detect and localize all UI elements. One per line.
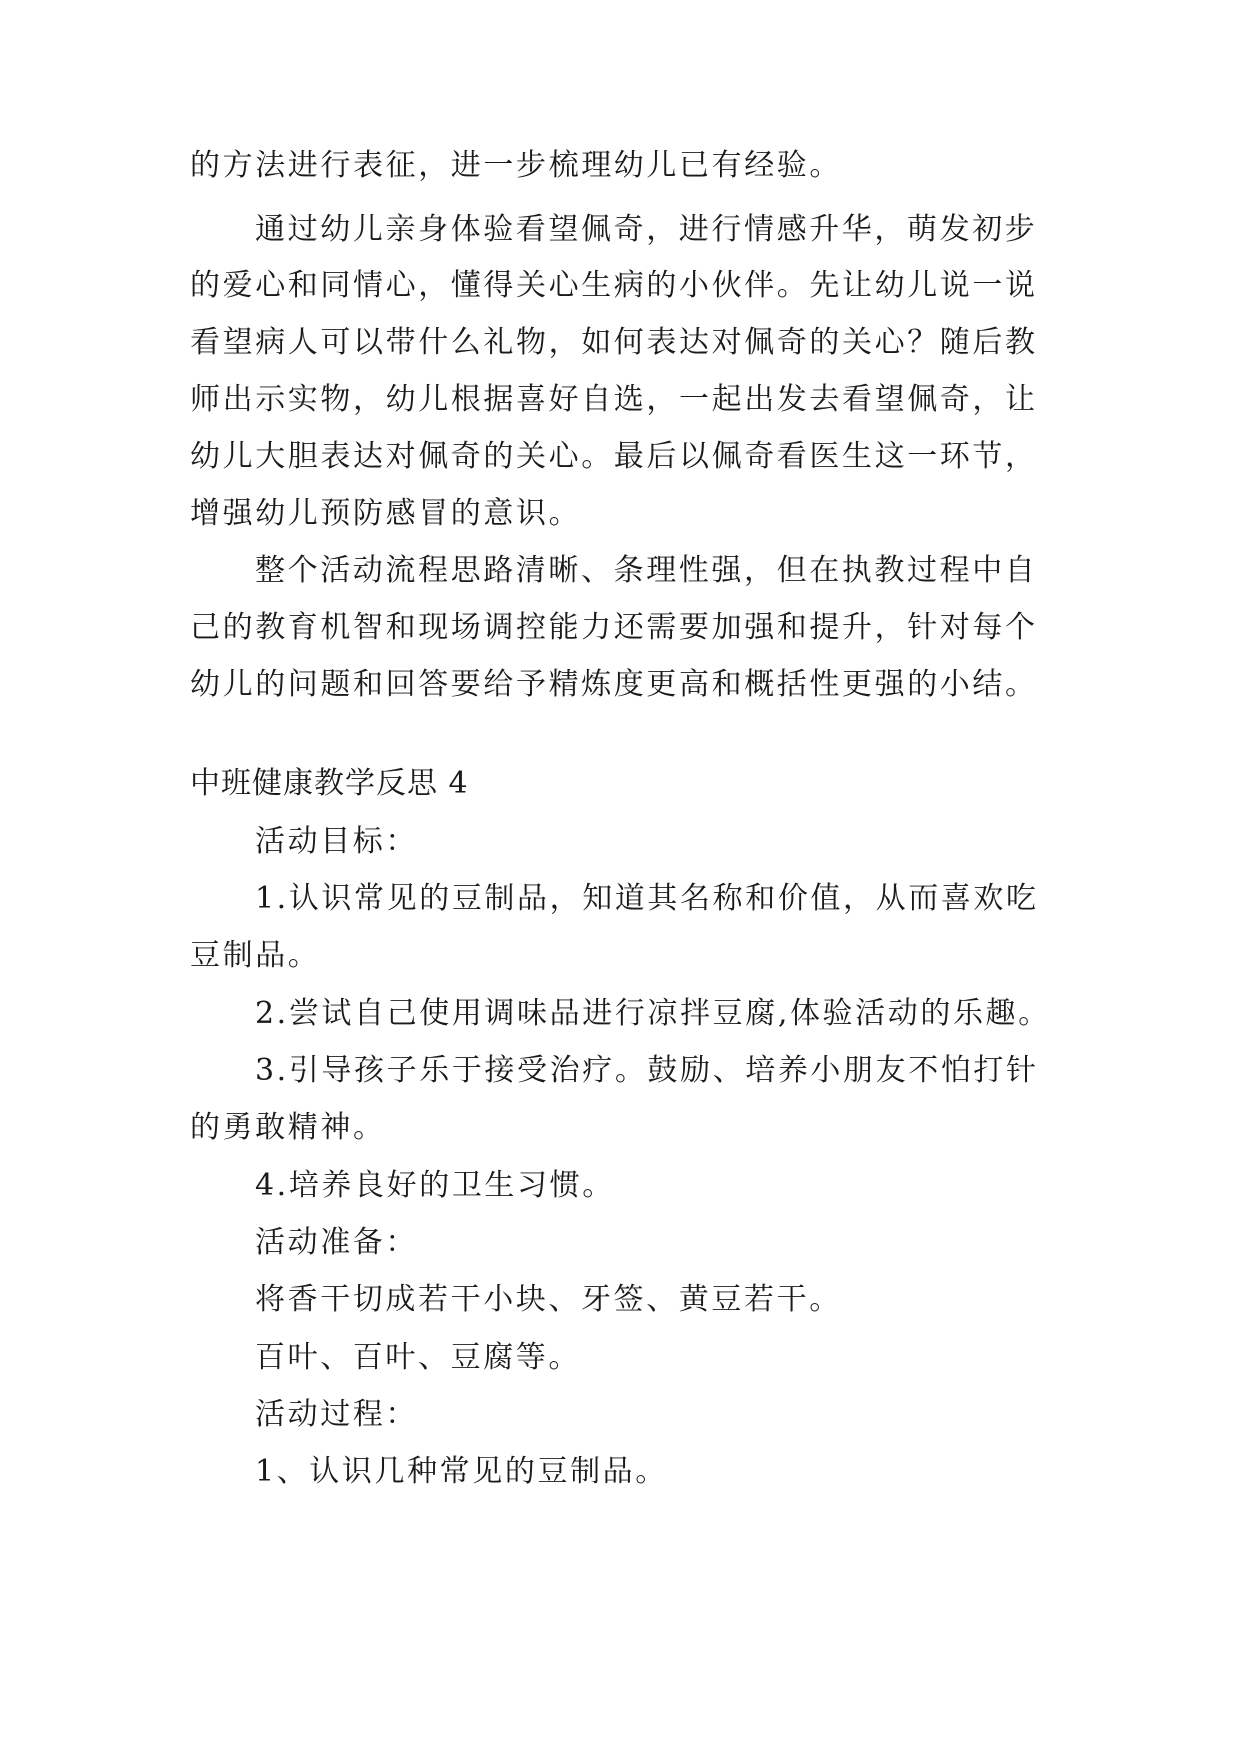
goal-item: 1.认识常见的豆制品，知道其名称和价值，从而喜欢吃 <box>255 881 1039 916</box>
body-text-line: 幼儿的问题和回答要给予精炼度更高和概括性更强的小结。 <box>190 667 1038 702</box>
prep-heading: 活动准备： <box>255 1225 418 1260</box>
section-title: 中班健康教学反思 4 <box>190 766 469 801</box>
goal-item-continuation: 豆制品。 <box>190 938 321 973</box>
process-item: 1、认识几种常见的豆制品。 <box>255 1454 668 1489</box>
goals-heading: 活动目标： <box>255 824 418 859</box>
prep-item: 将香干切成若干小块、牙签、黄豆若干。 <box>255 1282 842 1317</box>
body-text-line: 增强幼儿预防感冒的意识。 <box>190 496 582 531</box>
body-text-line: 己的教育机智和现场调控能力还需要加强和提升，针对每个 <box>190 610 1038 645</box>
prep-item: 百叶、百叶、豆腐等。 <box>255 1340 581 1375</box>
body-text-line: 的方法进行表征，进一步梳理幼儿已有经验。 <box>190 148 842 183</box>
body-text-line: 整个活动流程思路清晰、条理性强，但在执教过程中自 <box>255 553 1038 588</box>
body-text-line: 看望病人可以带什么礼物，如何表达对佩奇的关心？随后教 <box>190 325 1038 360</box>
body-text-line: 幼儿大胆表达对佩奇的关心。最后以佩奇看医生这一环节， <box>190 439 1038 474</box>
goal-item: 2.尝试自己使用调味品进行凉拌豆腐,体验活动的乐趣。 <box>255 996 1051 1031</box>
body-text-line: 师出示实物，幼儿根据喜好自选，一起出发去看望佩奇，让 <box>190 382 1038 417</box>
goal-item: 3.引导孩子乐于接受治疗。鼓励、培养小朋友不怕打针 <box>255 1053 1039 1088</box>
body-text-line: 通过幼儿亲身体验看望佩奇，进行情感升华，萌发初步 <box>255 212 1038 247</box>
goal-item-continuation: 的勇敢精神。 <box>190 1110 386 1145</box>
process-heading: 活动过程： <box>255 1397 418 1432</box>
goal-item: 4.培养良好的卫生习惯。 <box>255 1168 615 1203</box>
body-text-line: 的爱心和同情心，懂得关心生病的小伙伴。先让幼儿说一说 <box>190 268 1038 303</box>
